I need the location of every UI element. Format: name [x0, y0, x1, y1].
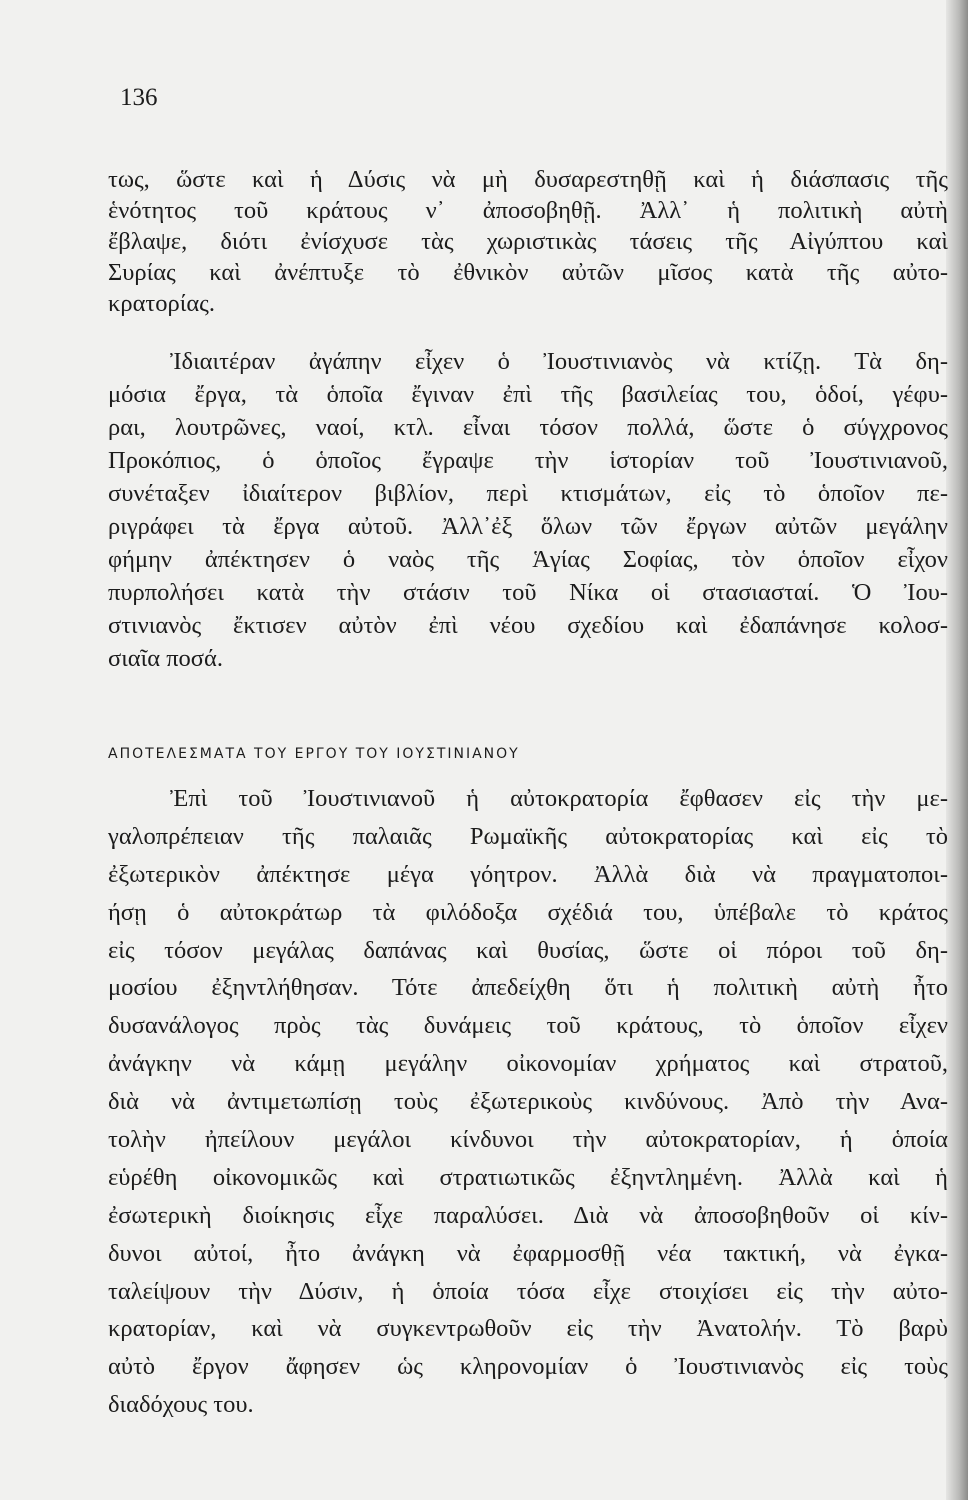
paragraph: [108, 345, 948, 675]
text-line: εἰς τόσον μεγάλας δαπάνας καὶ θυσίας, ὥστε οἱ πόροι τοῦ δη-: [108, 936, 948, 964]
text-line: ριγράφει τὰ ἔργα αὐτοῦ. Ἀλλ᾿ἐξ ὅλων τῶν ἔργων αὐτῶν μεγάλην: [108, 513, 948, 540]
text-line: κρατορίαν, καὶ νὰ συγκεντρωθοῦν εἰς τὴν Ἀνατολήν. Τὸ βαρὺ: [108, 1315, 948, 1343]
text-line: Προκόπιος, ὁ ὁποῖος ἔγραψε τὴν ἱστορίαν τοῦ Ἰουστινιανοῦ,: [108, 447, 948, 474]
text-line: ἔβλαψε, διότι ἐνίσχυσε τὰς χωριστικὰς τάσεις τῆς Αἰγύπτου καὶ: [108, 228, 948, 255]
text-line: ραι, λουτρῶνες, ναοί, κτλ. εἶναι τόσον πολλά, ὥστε ὁ σύγχρονος: [108, 414, 948, 441]
text-line: διαδόχους του.: [108, 1391, 254, 1419]
page-edge-shadow: [946, 0, 968, 1500]
section-heading: ΑΠΟΤΕΛΕΣΜΑΤΑ ΤΟΥ ΕΡΓΟΥ ΤΟΥ ΙΟΥΣΤΙΝΙΑΝΟΥ: [108, 746, 520, 762]
text-line: τως, ὥστε καὶ ἡ Δύσις νὰ μὴ δυσαρεστηθῇ καὶ ἡ διάσπασις τῆς: [108, 166, 948, 193]
text-line: ἀνάγκην νὰ κάμῃ μεγάλην οἰκονομίαν χρήματος καὶ στρατοῦ,: [108, 1050, 948, 1078]
text-line: κρατορίας.: [108, 290, 215, 317]
text-line: μοσίου ἐξηντλήθησαν. Τότε ἀπεδείχθη ὅτι ἡ πολιτικὴ αὐτὴ ἦτο: [108, 974, 948, 1002]
text-line: πυρπολήσει κατὰ τὴν στάσιν τοῦ Νίκα οἱ στασιασταί. Ὁ Ἰου-: [108, 579, 948, 606]
page-number: 136: [120, 84, 158, 111]
text-line: ήσῃ ὁ αὐτοκράτωρ τὰ φιλόδοξα σχέδιά του, ὑπέβαλε τὸ κράτος: [108, 898, 948, 926]
text-line: στινιανὸς ἔκτισεν αὐτὸν ἐπὶ νέου σχεδίου καὶ ἐδαπάνησε κολοσ-: [108, 612, 948, 639]
paragraph: [108, 164, 948, 319]
body-section-1: [108, 164, 948, 675]
text-line: Ἰδιαιτέραν ἀγάπην εἶχεν ὁ Ἰουστινιανὸς νὰ κτίζῃ. Τὰ δη-: [170, 348, 948, 375]
paragraph: [108, 780, 948, 1424]
text-line: αὐτὸ ἔργον ἄφησεν ὡς κληρονομίαν ὁ Ἰουστινιανὸς εἰς τοὺς: [108, 1353, 948, 1381]
text-line: συνέταξεν ἰδιαίτερον βιβλίον, περὶ κτισμάτων, εἰς τὸ ὁποῖον πε-: [108, 480, 948, 507]
text-line: δυνοι αὐτοί, ἦτο ἀνάγκη νὰ ἐφαρμοσθῇ νέα τακτική, νὰ ἐγκα-: [108, 1239, 948, 1267]
text-line: μόσια ἔργα, τὰ ὁποῖα ἔγιναν ἐπὶ τῆς βασιλείας του, ὁδοί, γέφυ-: [108, 381, 948, 408]
text-line: τολὴν ἠπείλουν μεγάλοι κίνδυνοι τὴν αὐτοκρατορίαν, ἡ ὁποία: [108, 1126, 948, 1154]
text-line: γαλοπρέπειαν τῆς παλαιᾶς Ρωμαϊκῆς αὐτοκρατορίας καὶ εἰς τὸ: [108, 822, 948, 850]
body-section-2: [108, 780, 948, 1424]
text-line: ἐξωτερικὸν ἀπέκτησε μέγα γόητρον. Ἀλλὰ διὰ νὰ πραγματοποι-: [108, 860, 948, 888]
text-line: Συρίας καὶ ἀνέπτυξε τὸ ἐθνικὸν αὐτῶν μῖσος κατὰ τῆς αὐτο-: [108, 259, 948, 286]
text-line: σιαῖα ποσά.: [108, 645, 223, 672]
text-line: δυσανάλογος πρὸς τὰς δυνάμεις τοῦ κράτους, τὸ ὁποῖον εἶχεν: [108, 1012, 948, 1040]
text-line: ταλείψουν τὴν Δύσιν, ἡ ὁποία τόσα εἶχε στοιχίσει εἰς τὴν αὐτο-: [108, 1277, 948, 1305]
text-line: ἑνότητος τοῦ κράτους ν᾿ ἀποσοβηθῇ. Ἀλλ᾿ ἡ πολιτικὴ αὐτὴ: [108, 197, 948, 224]
text-line: εὑρέθη οἰκονομικῶς καὶ στρατιωτικῶς ἐξηντλημένη. Ἀλλὰ καὶ ἡ: [108, 1163, 948, 1191]
text-line: ἐσωτερικὴ διοίκησις εἶχε παραλύσει. Διὰ νὰ ἀποσοβηθοῦν οἱ κίν-: [108, 1201, 948, 1229]
text-line: διὰ νὰ ἀντιμετωπίσῃ τοὺς ἐξωτερικοὺς κινδύνους. Ἀπὸ τὴν Ανα-: [108, 1088, 948, 1116]
text-line: Ἐπὶ τοῦ Ἰουστινιανοῦ ἡ αὐτοκρατορία ἔφθασεν εἰς τὴν με-: [170, 785, 948, 812]
text-line: φήμην ἀπέκτησεν ὁ ναὸς τῆς Ἁγίας Σοφίας, τὸν ὁποῖον εἶχον: [108, 546, 948, 573]
